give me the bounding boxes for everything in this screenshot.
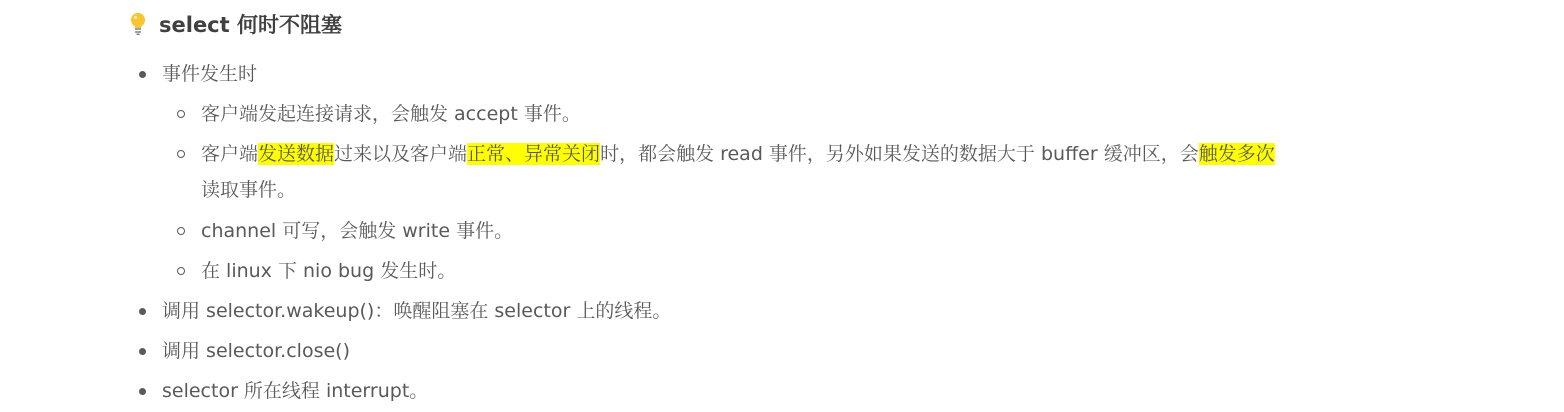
list-item-event-occurs: 事件发生时 <box>162 63 258 85</box>
section-title: select 何时不阻塞 <box>159 13 342 37</box>
list-item-read-continued: 读取事件。 <box>201 179 297 201</box>
bullet-circle <box>177 150 185 158</box>
bullet-disc <box>139 308 146 315</box>
bullet-disc <box>139 348 146 355</box>
list-item-nio-bug: 在 linux 下 nio bug 发生时。 <box>201 260 457 282</box>
bullet-disc <box>139 71 146 78</box>
bullet-circle <box>177 110 185 118</box>
bullet-circle <box>177 227 185 235</box>
bullet-disc <box>139 388 146 395</box>
list-item-write: channel 可写，会触发 write 事件。 <box>201 220 514 242</box>
bullet-circle <box>177 267 185 275</box>
list-item-accept: 客户端发起连接请求，会触发 accept 事件。 <box>201 103 581 125</box>
list-item-interrupt: selector 所在线程 interrupt。 <box>162 380 429 402</box>
highlight-close: 正常、异常关闭 <box>467 143 601 165</box>
list-item-close: 调用 selector.close() <box>162 340 350 362</box>
list-item-read: 客户端发送数据过来以及客户端正常、异常关闭时，都会触发 read 事件，另外如果发送的数据大于 buffer 缓冲区，会触发多次 <box>201 143 1275 165</box>
highlight-send-data: 发送数据 <box>258 143 335 165</box>
highlight-multiple: 触发多次 <box>1198 143 1275 165</box>
list-item-wakeup: 调用 selector.wakeup()：唤醒阻塞在 selector 上的线程。 <box>162 300 672 322</box>
